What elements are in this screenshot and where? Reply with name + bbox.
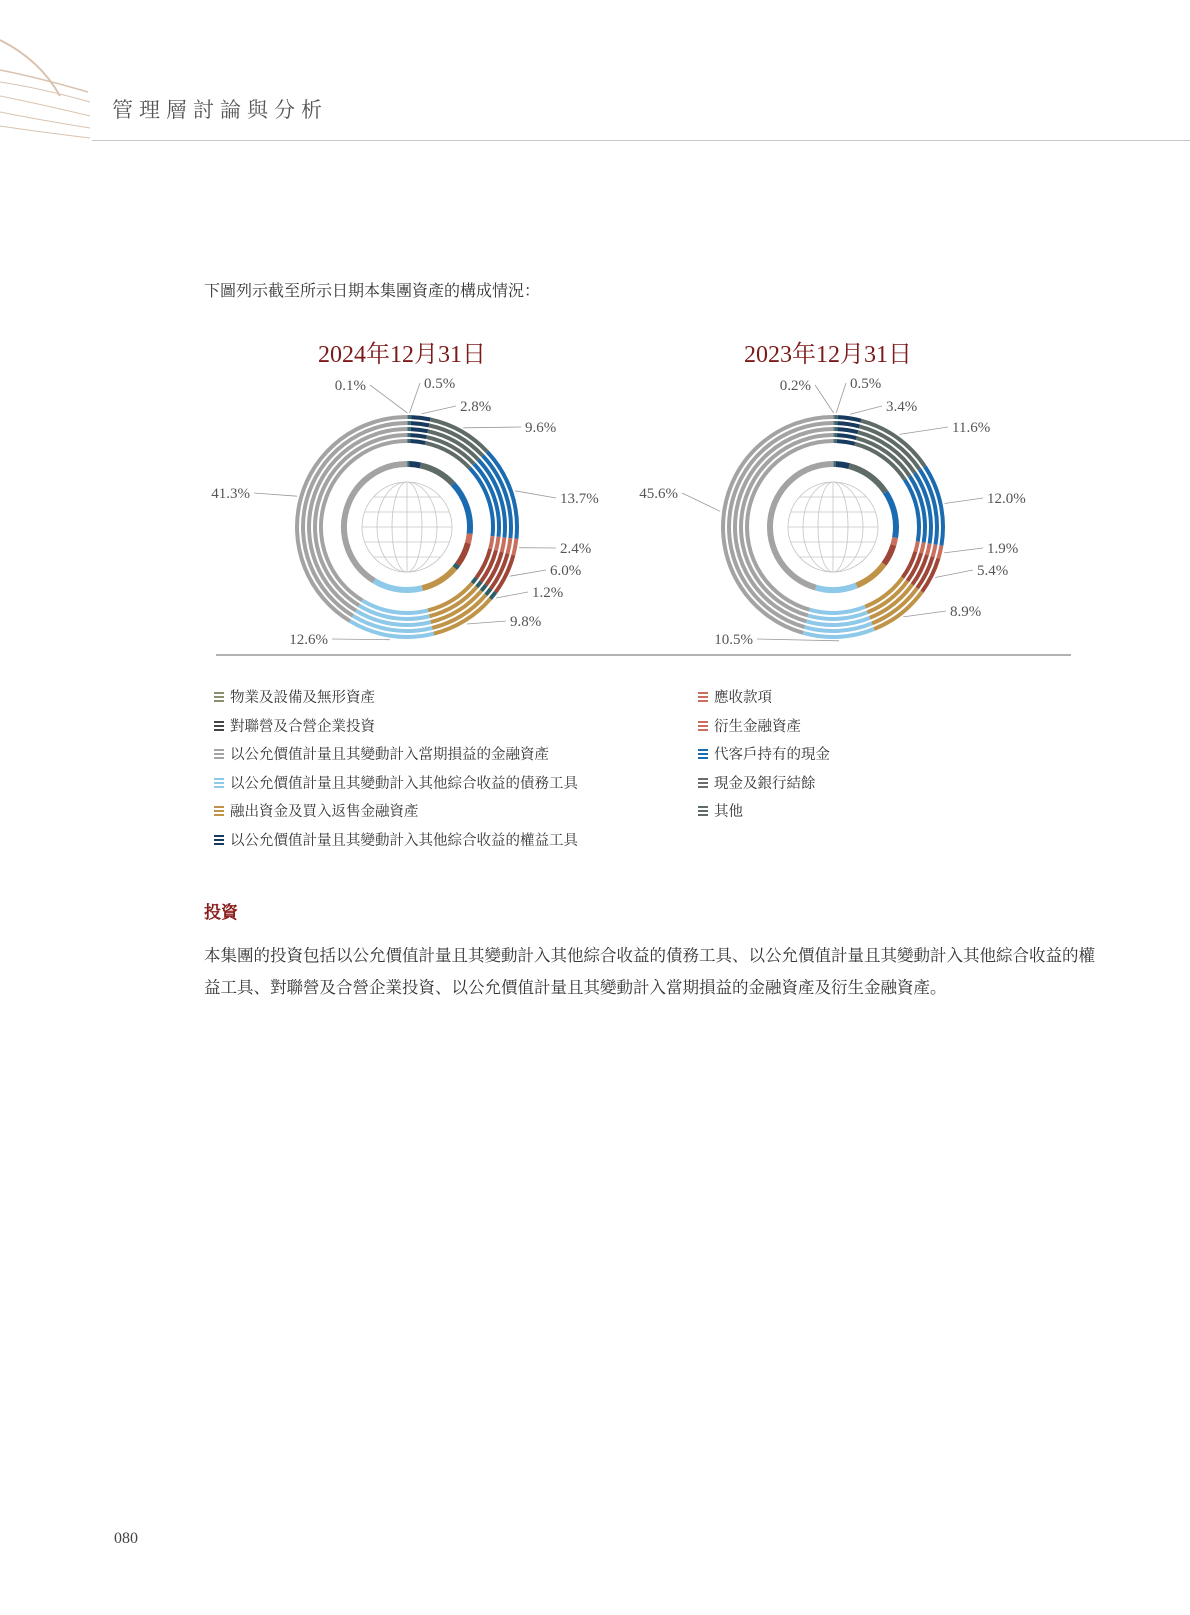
globe-icon	[362, 482, 452, 572]
data-label: 12.0%	[987, 491, 1026, 507]
legend-item	[214, 774, 578, 794]
data-label: 5.4%	[977, 563, 1009, 579]
leader-line	[903, 611, 946, 617]
legend-item	[698, 688, 772, 708]
legend-label: 代客戶持有的現金	[714, 747, 830, 763]
data-label: 0.2%	[779, 378, 811, 394]
leader-line	[410, 383, 421, 413]
legend-label: 其他	[714, 804, 743, 820]
data-label: 1.2%	[532, 585, 564, 601]
legend-item	[214, 745, 549, 765]
leader-line	[510, 570, 546, 576]
data-label: 2.8%	[460, 399, 492, 415]
legend-label: 以公允價值計量且其變動計入其他綜合收益的債務工具	[230, 775, 578, 792]
data-label: 0.5%	[850, 376, 882, 392]
leader-line	[421, 406, 456, 414]
legend-swatch-icon	[698, 749, 708, 759]
data-label: 2.4%	[560, 541, 592, 557]
legend-label: 對聯營及合營企業投資	[230, 718, 375, 735]
leader-line	[899, 427, 948, 434]
legend-label: 衍生金融資產	[714, 718, 801, 735]
page-number: 080	[114, 1530, 138, 1547]
data-label: 12.6%	[289, 632, 328, 648]
leader-line	[757, 639, 839, 641]
chart-intro-text: 下圖列示截至所示日期本集團資產的構成情況：	[204, 281, 541, 300]
data-label: 1.9%	[987, 541, 1019, 557]
leader-line	[467, 621, 506, 624]
data-label: 6.0%	[550, 563, 582, 579]
leader-line	[496, 592, 528, 598]
leader-line	[515, 491, 556, 498]
page-header-title: 管理層討論與分析	[112, 98, 328, 122]
data-label: 9.6%	[525, 420, 557, 436]
legend-swatch-icon	[214, 835, 224, 845]
globe-icon	[788, 482, 878, 572]
section-title: 投資	[204, 903, 238, 923]
leader-line	[944, 548, 983, 553]
leader-line	[463, 427, 521, 428]
data-label: 10.5%	[714, 632, 753, 648]
legend-label: 物業及設備及無形資產	[230, 690, 375, 706]
section-body: 本集團的投資包括以公允價值計量且其變動計入其他綜合收益的債務工具、以公允價值計量且其變動計入其他綜合收益的權益工具、對聯營及合營企業投資、以公允價值計量且其變動計入當期損益的金融資產及衍生金融資產。	[204, 946, 1095, 997]
legend-item	[214, 802, 419, 822]
legend-swatch-icon	[698, 806, 708, 816]
leader-line	[332, 639, 390, 640]
leader-line	[836, 383, 846, 413]
data-label: 45.6%	[639, 486, 678, 502]
pie-slice	[422, 568, 490, 634]
chart-title: 2024年12月31日	[318, 342, 486, 368]
data-label: 11.6%	[952, 420, 991, 436]
data-label: 9.8%	[510, 614, 542, 630]
leader-line	[850, 406, 882, 414]
legend-swatch-icon	[214, 778, 224, 788]
data-label: 13.7%	[560, 491, 599, 507]
pie-slice	[453, 452, 517, 539]
asset-composition-charts	[0, 0, 1190, 660]
leader-line	[935, 570, 973, 578]
legend-swatch-icon	[698, 778, 708, 788]
legend-item	[698, 774, 816, 794]
pie-slice	[723, 417, 833, 633]
donut-chart-2024	[211, 341, 599, 648]
leader-line	[682, 493, 720, 511]
leader-line	[254, 493, 297, 496]
legend-label: 以公允價值計量且其變動計入當期損益的金融資產	[230, 747, 549, 763]
legend-swatch-icon	[698, 721, 708, 731]
legend-swatch-icon	[214, 806, 224, 816]
data-label: 0.1%	[334, 378, 366, 394]
legend-swatch-icon	[214, 692, 224, 702]
pie-slice	[836, 417, 861, 466]
data-label: 41.3%	[211, 486, 250, 502]
data-label: 0.5%	[424, 376, 456, 392]
chart-title: 2023年12月31日	[744, 342, 912, 368]
legend-swatch-icon	[214, 749, 224, 759]
leader-line	[945, 498, 983, 504]
data-label: 3.4%	[886, 399, 918, 415]
legend-label: 以公允價值計量且其變動計入其他綜合收益的權益工具	[230, 832, 578, 849]
legend-item	[214, 831, 578, 851]
legend-swatch-icon	[214, 721, 224, 731]
legend-item	[214, 688, 375, 708]
legend-label: 應收款項	[714, 690, 772, 706]
pie-slice	[803, 585, 874, 637]
legend-label: 現金及銀行結餘	[714, 775, 816, 792]
pie-slice	[350, 581, 434, 637]
legend-item	[698, 745, 830, 765]
leader-line	[815, 385, 834, 413]
pie-slice	[409, 417, 430, 465]
legend-item	[698, 717, 801, 737]
pie-slice	[886, 466, 943, 545]
legend-item	[214, 717, 375, 737]
legend-label: 融出資金及買入返售金融資產	[230, 804, 419, 820]
legend-swatch-icon	[698, 692, 708, 702]
legend-item	[698, 802, 743, 822]
leader-line	[370, 385, 407, 413]
data-label: 8.9%	[950, 604, 982, 620]
donut-chart-2023	[639, 341, 1026, 648]
